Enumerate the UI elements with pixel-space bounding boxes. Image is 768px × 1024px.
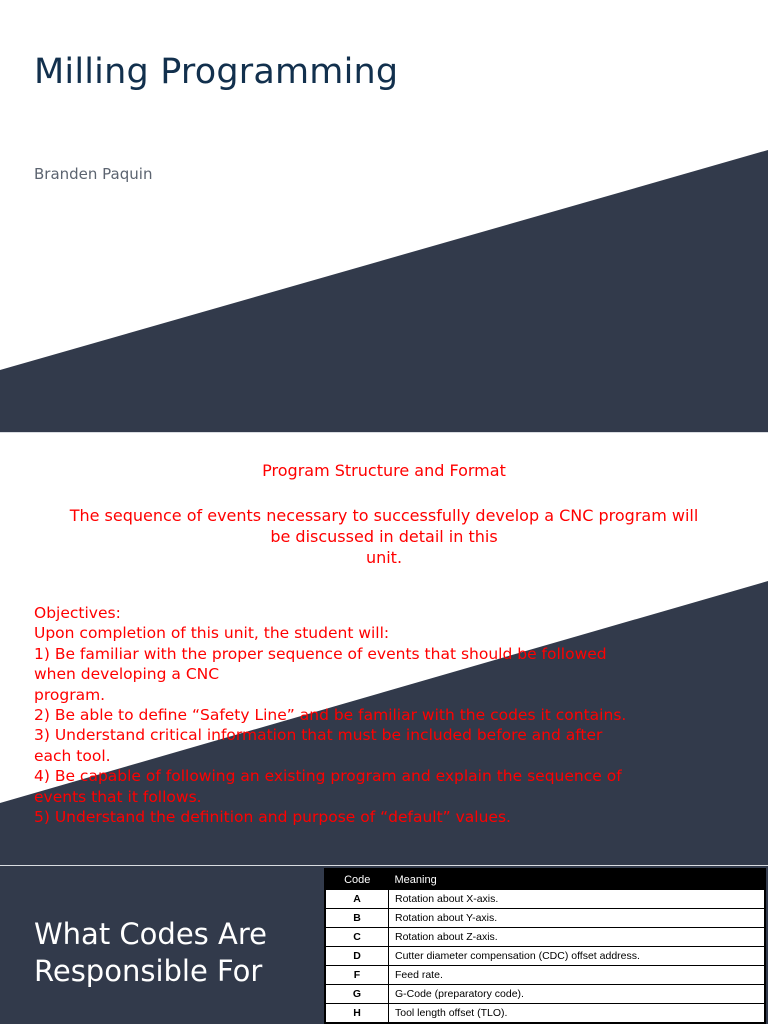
table-row <box>325 1004 765 1024</box>
column-header-meaning: Meaning <box>389 869 766 890</box>
code-cell: H <box>325 1004 389 1024</box>
meaning-cell: Cutter diameter compensation (CDC) offset address. <box>389 947 766 966</box>
meaning-cell: Rotation about X-axis. <box>389 890 766 909</box>
table-row <box>325 890 765 909</box>
code-cell: D <box>325 947 389 966</box>
code-cell: B <box>325 909 389 928</box>
objectives-line: 2) Be able to define “Safety Line” and be familiar with the codes it contains. <box>34 706 627 725</box>
meaning-cell: Feed rate. <box>389 966 766 985</box>
table-row <box>325 909 765 928</box>
author-name: Branden Paquin <box>34 165 153 183</box>
table-row <box>325 985 765 1004</box>
objectives-line: program. <box>34 685 106 704</box>
objectives-line: 4) Be capable of following an existing program and explain the sequence of <box>34 767 622 786</box>
slide-title <box>0 0 768 432</box>
table-row <box>325 966 765 985</box>
meaning-cell: Rotation about Y-axis. <box>389 909 766 928</box>
slide-title-text: Milling Programming <box>34 52 399 92</box>
objectives-line: 3) Understand critical information that must be included before and after <box>34 726 603 745</box>
intro-line: unit. <box>365 548 403 567</box>
slide-program-structure <box>0 433 768 865</box>
objectives-list <box>34 603 724 827</box>
meaning-cell: Rotation about Z-axis. <box>389 928 766 947</box>
objectives-line: Objectives: <box>34 604 121 622</box>
code-cell: G <box>325 985 389 1004</box>
intro-line: The sequence of events necessary to successfully develop a CNC program will <box>69 506 699 525</box>
meaning-cell: Tool length offset (TLO). <box>389 1004 766 1024</box>
codes-table <box>324 868 766 1024</box>
objectives-line: when developing a CNC <box>34 665 220 684</box>
objectives-line: each tool. <box>34 746 111 765</box>
intro-line: be discussed in detail in this <box>270 527 498 546</box>
meaning-cell: G-Code (preparatory code). <box>389 985 766 1004</box>
code-cell: C <box>325 928 389 947</box>
title-line: Responsible For <box>34 954 263 988</box>
objectives-line: 5) Understand the definition and purpose of “default” values. <box>34 808 511 827</box>
section-heading: Program Structure and Format <box>262 461 506 480</box>
table-row <box>325 947 765 966</box>
slide-codes <box>0 866 768 1024</box>
table-row <box>325 928 765 947</box>
code-cell: F <box>325 966 389 985</box>
objectives-line: 1) Be familiar with the proper sequence of events that should be followed <box>34 644 607 663</box>
column-header-code: Code <box>325 869 389 890</box>
title-line: What Codes Are <box>34 917 267 951</box>
objectives-line: Upon completion of this unit, the student will: <box>34 624 390 643</box>
slide-title-text <box>34 916 314 990</box>
objectives-line: events that it follows. <box>34 787 202 806</box>
code-cell: A <box>325 890 389 909</box>
intro-paragraph <box>30 505 738 568</box>
table-header-row <box>325 869 765 890</box>
